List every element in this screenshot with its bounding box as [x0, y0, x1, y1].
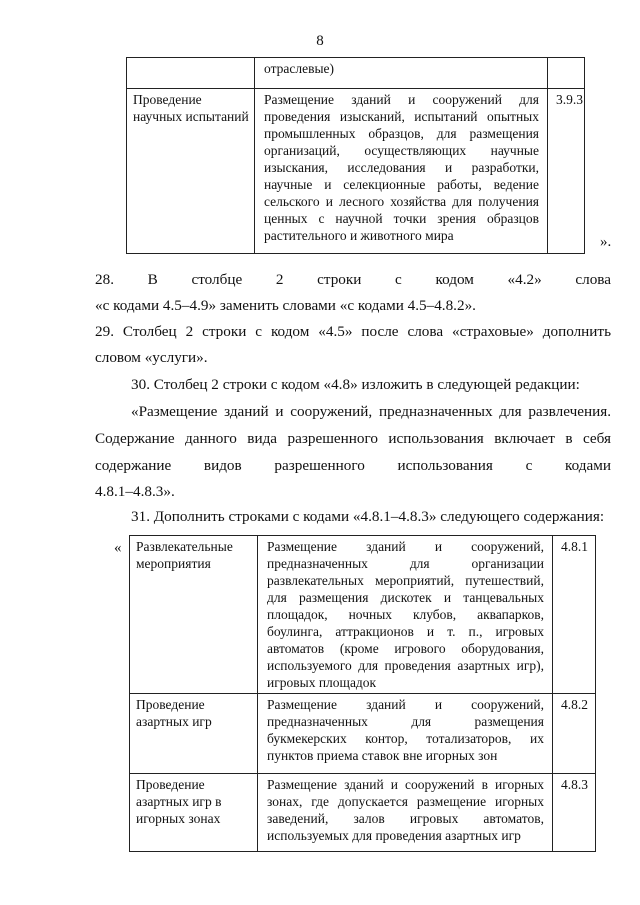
use-description-cell: Размещение зданий и сооружений, предназначенных для организации развлекательных мероприятий, путешествий, для размещения дискотек и танцевальных площадок, ночных клубов, аквапарков, боулинга, аттракционов и т. п., игровых автоматов (кроме игрового оборудования, используемого для проведения азартных игр), игровых площадок: [258, 536, 553, 694]
table-row: [130, 536, 596, 694]
use-code-cell: [548, 58, 585, 89]
paragraph-29-line-2: словом «услуги».: [95, 349, 208, 366]
use-name-cell: Проведение азартных игр в игорных зонах: [130, 774, 258, 852]
land-use-table-new-rows: [129, 535, 596, 852]
use-name-cell: Проведение научных испытаний: [127, 89, 255, 254]
paragraph-29-line-1: 29. Столбец 2 строки с кодом «4.5» после слова «страховые» дополнить: [95, 323, 611, 340]
table-row: [127, 58, 585, 89]
use-description-cell: Размещение зданий и сооружений для проведения изысканий, испытаний опытных промышленных образцов, для размещения организаций, осуществляющих научные изыскания, исследования и разработки, научные и селекционные работы, ведение сельского и лесного хозяйства для получения ценных с научной точки зрения образцов растительного и животного мира: [255, 89, 548, 254]
paragraph-28-line-1: 28. В столбце 2 строки с кодом «4.2» слова: [95, 271, 611, 288]
use-description-cell: отраслевые): [255, 58, 548, 89]
page-number: 8: [316, 33, 324, 49]
quote-line-2: Содержание данного вида разрешенного использования включает в себя: [95, 430, 611, 447]
paragraph-30: 30. Столбец 2 строки с кодом «4.8» изложить в следующей редакции:: [131, 376, 580, 393]
quote-line-4: 4.8.1–4.8.3».: [95, 483, 175, 500]
table-row: [130, 774, 596, 852]
use-code-cell: 3.9.3: [548, 89, 585, 254]
land-use-table-continued: [126, 57, 585, 254]
paragraph-31: 31. Дополнить строками с кодами «4.8.1–4.8.3» следующего содержания:: [131, 508, 605, 525]
use-code-cell: 4.8.2: [553, 694, 596, 774]
use-name-cell: Развлекательные мероприятия: [130, 536, 258, 694]
use-name-cell: Проведение азартных игр: [130, 694, 258, 774]
paragraph-28-line-2: «с кодами 4.5–4.9» заменить словами «с кодами 4.5–4.8.2».: [95, 297, 476, 314]
table-row: [130, 694, 596, 774]
closing-quote-mark: ».: [600, 234, 612, 250]
quote-line-3: содержание видов разрешенного использования с кодами: [95, 457, 611, 474]
use-code-cell: 4.8.1: [553, 536, 596, 694]
use-name-cell: [127, 58, 255, 89]
quote-line-1: «Размещение зданий и сооружений, предназначенных для развлечения.: [131, 403, 611, 420]
use-description-cell: Размещение зданий и сооружений, предназначенных для размещения букмекерских контор, тотализаторов, их пунктов приема ставок вне игорных зон: [258, 694, 553, 774]
opening-quote-mark: «: [114, 540, 122, 556]
use-code-cell: 4.8.3: [553, 774, 596, 852]
use-description-cell: Размещение зданий и сооружений в игорных зонах, где допускается размещение игорных заведений, залов игровых автоматов, используемых для проведения азартных игр: [258, 774, 553, 852]
table-row: [127, 89, 585, 254]
